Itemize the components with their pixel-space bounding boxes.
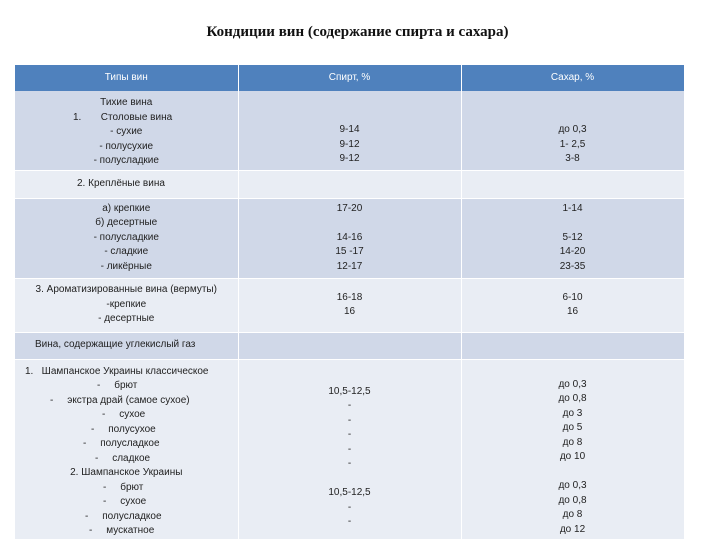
cell-spirit	[238, 278, 461, 332]
cell-line: 9-12	[339, 153, 360, 164]
cell-line	[239, 216, 461, 231]
cell-line: - десертные	[98, 313, 155, 325]
page-title: Кондиции вин (содержание спирта и сахара)	[206, 24, 509, 40]
cell-line: 16	[343, 306, 356, 317]
cell-line: -	[347, 400, 352, 411]
table-header-row	[15, 65, 684, 91]
cell-line: - сухое	[102, 409, 146, 420]
cell-line: Тихие вина	[100, 97, 153, 108]
cell-line: - сладкое	[95, 452, 151, 464]
table-row	[15, 359, 684, 539]
cell-empty	[461, 170, 684, 198]
cell-line: -	[347, 429, 352, 440]
cell-line: 10,5-12,5	[328, 487, 371, 498]
cell-line: 16	[566, 306, 579, 317]
cell-line: - полусладкие	[93, 155, 159, 166]
cell-line	[462, 216, 684, 231]
cell-line: а) крепкие	[102, 202, 151, 214]
cell-line: -	[347, 443, 352, 455]
header-spirit: Спирт, %	[238, 65, 461, 91]
header-wine-types: Типы вин	[15, 65, 238, 91]
cell-line	[239, 472, 461, 487]
cell-line: -	[347, 458, 352, 469]
cell-sugar	[461, 278, 684, 332]
cell-spirit	[238, 198, 461, 278]
table-row	[15, 278, 684, 332]
wine-conditions-table	[15, 65, 685, 540]
cell-line: - сладкие	[104, 246, 149, 258]
cell-line: 2. Шампанское Украины	[70, 467, 183, 478]
cell-line: 9-12	[339, 138, 360, 150]
cell-line: 12-17	[336, 260, 363, 272]
cell-line: - полусухое	[91, 423, 156, 435]
cell-line: 3. Ароматизированные вина (вермуты)	[35, 284, 217, 296]
section-label: Вина, содержащие углекислый газ	[15, 332, 238, 359]
cell-line: до 0,8	[558, 393, 587, 404]
cell-line: б) десертные	[95, 217, 158, 229]
cell-line: 5-12	[562, 231, 583, 243]
cell-line: 1. Столовые вина	[73, 111, 173, 123]
table-row	[15, 198, 684, 278]
cell-types	[15, 278, 238, 332]
cell-line: до 0,3	[558, 480, 587, 491]
cell-line: - мускатное	[89, 525, 155, 536]
cell-line: - экстра драй (самое сухое)	[50, 394, 190, 406]
cell-line: 3-8	[565, 153, 580, 164]
cell-sugar	[461, 359, 684, 539]
cell-line: - брют	[103, 481, 144, 493]
cell-sugar	[461, 198, 684, 278]
header-sugar: Сахар, %	[461, 65, 684, 91]
cell-line: 23-35	[559, 260, 586, 272]
cell-line: до 3	[562, 407, 583, 419]
cell-spirit	[238, 91, 461, 170]
cell-line: - полусладкие	[93, 231, 159, 243]
cell-line: 1- 2,5	[559, 138, 586, 150]
cell-line: до 12	[559, 523, 586, 535]
cell-empty	[461, 332, 684, 359]
cell-line: -	[347, 414, 352, 426]
cell-line: до 8	[562, 509, 583, 520]
cell-line: -крепкие	[106, 298, 147, 310]
section-label: 2. Креплёные вина	[15, 170, 238, 198]
table-row	[15, 91, 684, 170]
table-row	[15, 332, 684, 359]
cell-line	[462, 465, 684, 480]
cell-empty	[238, 170, 461, 198]
cell-line: до 0,3	[558, 124, 587, 135]
cell-line: до 5	[562, 422, 583, 433]
cell-types	[15, 198, 238, 278]
cell-line: -	[347, 501, 352, 513]
cell-line: - сухие	[110, 126, 143, 137]
cell-line: 16-18	[336, 291, 363, 303]
cell-line: - полусухие	[99, 140, 154, 152]
cell-line: 17-20	[336, 202, 363, 214]
cell-types	[15, 91, 238, 170]
cell-types	[15, 359, 238, 539]
cell-line: - брют	[97, 380, 138, 391]
cell-line: -	[347, 516, 352, 527]
cell-line: 6-10	[562, 291, 583, 303]
cell-line: до 0,3	[558, 378, 587, 390]
cell-line: до 10	[559, 451, 586, 462]
cell-spirit	[238, 359, 461, 539]
cell-line: до 0,8	[558, 494, 587, 506]
cell-line: 9-14	[339, 124, 360, 135]
cell-sugar	[461, 91, 684, 170]
cell-empty	[238, 332, 461, 359]
cell-line: - полусладкое	[85, 510, 162, 522]
cell-line: 1. Шампанское Украины классическое	[25, 365, 209, 377]
cell-line: 14-20	[559, 246, 586, 258]
cell-line: 1-14	[562, 202, 583, 214]
cell-line: - сухое	[103, 496, 147, 507]
cell-line: - полусладкое	[83, 438, 160, 449]
cell-line: 10,5-12,5	[328, 385, 371, 397]
cell-line: до 8	[562, 436, 583, 448]
cell-line: 14-16	[336, 231, 363, 243]
cell-line: 15 -17	[335, 246, 364, 258]
cell-line: - ликёрные	[100, 260, 152, 272]
table-row	[15, 170, 684, 198]
